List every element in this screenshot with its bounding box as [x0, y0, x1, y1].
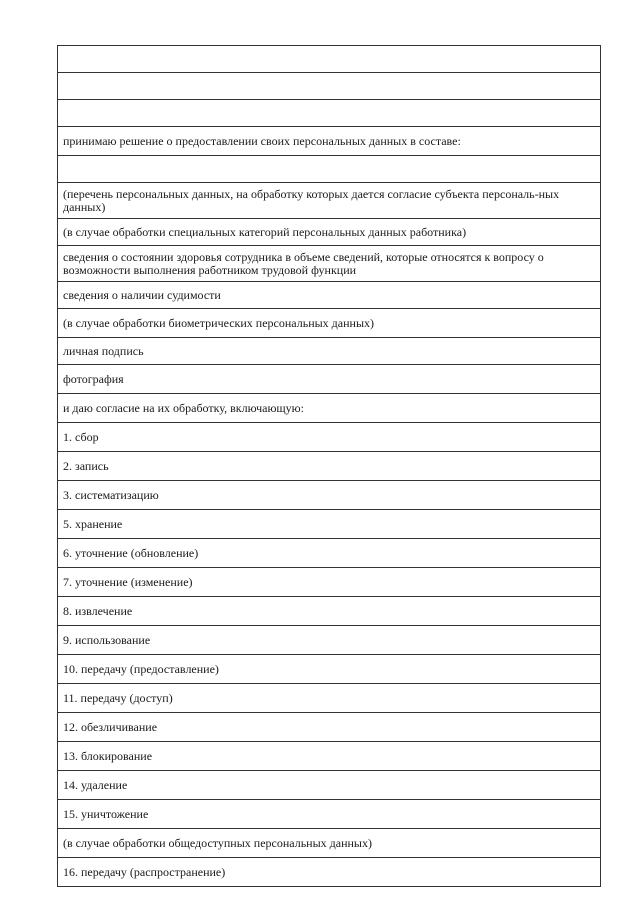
table-cell: 12. обезличивание [58, 713, 601, 742]
table-cell: 1. сбор [58, 423, 601, 452]
table-cell: сведения о наличии судимости [58, 282, 601, 309]
table-cell: (в случае обработки специальных категорий персональных данных работника) [58, 219, 601, 246]
table-cell: 8. извлечение [58, 597, 601, 626]
table-cell: 6. уточнение (обновление) [58, 539, 601, 568]
table-row [58, 771, 601, 800]
table-cell: 14. удаление [58, 771, 601, 800]
table-row [58, 127, 601, 156]
table-row [58, 365, 601, 394]
table-cell: 3. систематизацию [58, 481, 601, 510]
table-row [58, 539, 601, 568]
table-row [58, 800, 601, 829]
table-row [58, 46, 601, 73]
table-cell: (в случае обработки биометрических персональных данных) [58, 309, 601, 338]
table-row [58, 309, 601, 338]
table-cell: сведения о состоянии здоровья сотрудника в объеме сведений, которые относятся к вопросу о возможности выполнения работником трудовой функции [58, 246, 601, 282]
table-row [58, 829, 601, 858]
table-row [58, 423, 601, 452]
table-row [58, 394, 601, 423]
table-row [58, 713, 601, 742]
table-cell: личная подпись [58, 338, 601, 365]
table-row [58, 282, 601, 309]
table-cell [58, 100, 601, 127]
table-cell [58, 156, 601, 183]
table-cell: принимаю решение о предоставлении своих персональных данных в составе: [58, 127, 601, 156]
table-cell: 11. передачу (доступ) [58, 684, 601, 713]
consent-form-table [57, 45, 601, 887]
table-cell [58, 46, 601, 73]
table-cell: 16. передачу (распространение) [58, 858, 601, 887]
table-row [58, 73, 601, 100]
table-row [58, 510, 601, 539]
table-cell [58, 73, 601, 100]
table-row [58, 858, 601, 887]
table-cell: (в случае обработки общедоступных персональных данных) [58, 829, 601, 858]
table-row [58, 684, 601, 713]
table-cell: 13. блокирование [58, 742, 601, 771]
table-cell: 7. уточнение (изменение) [58, 568, 601, 597]
table-row [58, 597, 601, 626]
table-cell: и даю согласие на их обработку, включающую: [58, 394, 601, 423]
table-row [58, 742, 601, 771]
table-row [58, 246, 601, 282]
table-cell: (перечень персональных данных, на обработку которых дается согласие субъекта персональ-ных данных) [58, 183, 601, 219]
table-row [58, 655, 601, 684]
table-row [58, 452, 601, 481]
table-cell: 2. запись [58, 452, 601, 481]
table-cell: 10. передачу (предоставление) [58, 655, 601, 684]
table-row [58, 568, 601, 597]
table-row [58, 100, 601, 127]
table-row [58, 338, 601, 365]
table-row [58, 183, 601, 219]
table-cell: 5. хранение [58, 510, 601, 539]
table-row [58, 156, 601, 183]
table-row [58, 626, 601, 655]
table-row [58, 219, 601, 246]
table-row [58, 481, 601, 510]
table-cell: фотография [58, 365, 601, 394]
table-cell: 15. уничтожение [58, 800, 601, 829]
consent-form-body [58, 46, 601, 887]
table-cell: 9. использование [58, 626, 601, 655]
